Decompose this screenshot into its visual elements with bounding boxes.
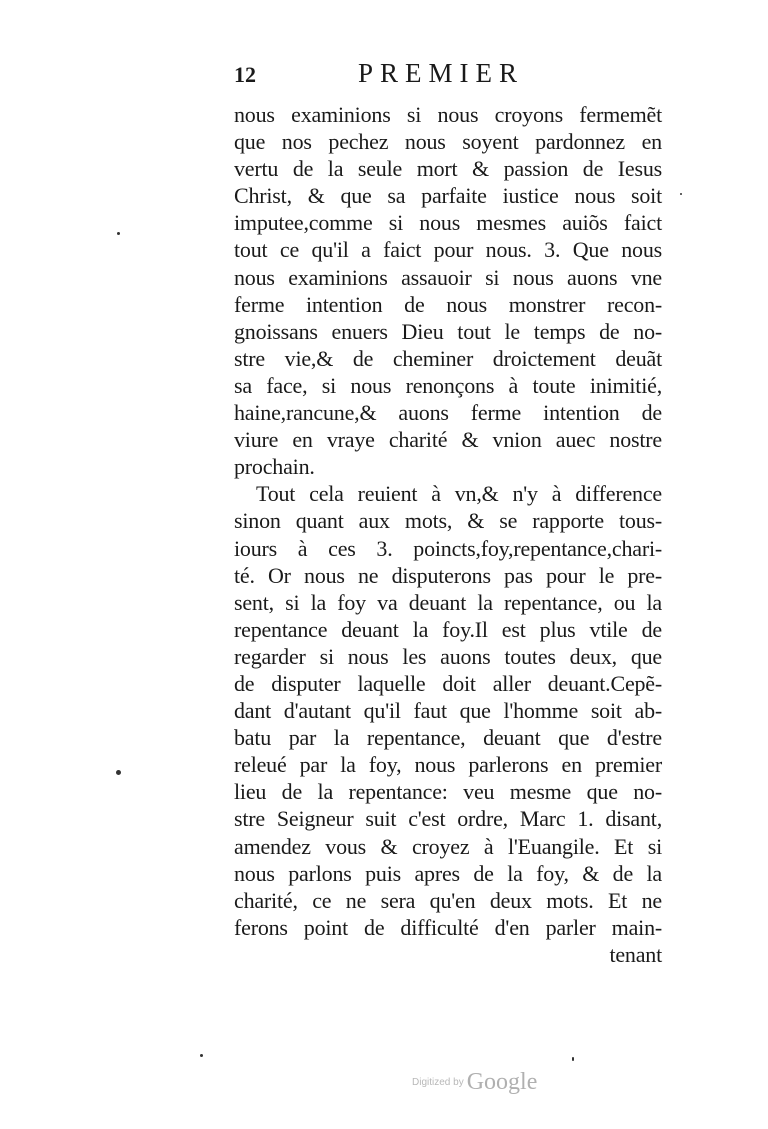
text-line: que nos pechez nous soyent pardonnez en [234, 129, 662, 155]
paragraph-start-line: Tout cela reuient à vn,& n'y à difference [256, 481, 662, 507]
text-line: imputee,comme si nous mesmes auiõs faict [234, 210, 662, 236]
text-line: sent, si la foy va deuant la repentance, ou la [234, 589, 662, 615]
text-line: dant d'autant qu'il faut que l'homme soit ab- [234, 698, 662, 724]
text-line: viure en vraye charité & vnion auec nostre [234, 427, 662, 453]
text-line: Christ, & que sa parfaite iustice nous soit [234, 183, 662, 209]
text-line: regarder si nous les auons toutes deux, que [234, 643, 662, 669]
google-logo: Google [466, 1069, 538, 1095]
digitized-by-text: Digitized by [412, 1077, 464, 1088]
text-line: releué par la foy, nous parlerons en premier [234, 752, 662, 778]
scan-speck [572, 1057, 574, 1061]
text-line: té. Or nous ne disputerons pas pour le pre- [234, 562, 662, 588]
running-head: PREMIER [358, 58, 525, 88]
text-line: batu par la repentance, deuant que d'estre [234, 725, 662, 751]
scan-speck [117, 232, 120, 235]
text-line: stre Seigneur suit c'est ordre, Marc 1. disant, [234, 806, 662, 832]
scan-speck [680, 193, 682, 195]
text-line: iours à ces 3. poincts,foy,repentance,chari- [234, 535, 662, 561]
text-line: prochain. [234, 454, 315, 480]
text-line: stre vie,& de cheminer droictement deuãt [234, 345, 662, 371]
text-line: vertu de la seule mort & passion de Iesus [234, 156, 662, 182]
scan-speck [200, 1054, 203, 1057]
text-line: ferme intention de nous monstrer recon- [234, 291, 662, 317]
text-line: lieu de la repentance: veu mesme que no- [234, 779, 662, 805]
text-line: amendez vous & croyez à l'Euangile. Et si [234, 833, 662, 859]
text-line: tout ce qu'il a faict pour nous. 3. Que nous [234, 237, 662, 263]
page-header [234, 58, 664, 92]
text-line: sinon quant aux mots, & se rapporte tous- [234, 508, 662, 534]
body-text [234, 101, 662, 968]
text-line: nous parlons puis apres de la foy, & de la [234, 860, 662, 886]
text-line: repentance deuant la foy.Il est plus vtile de [234, 616, 662, 642]
text-line: haine,rancune,& auons ferme intention de [234, 400, 662, 426]
scan-speck [116, 770, 121, 775]
text-line: gnoissans enuers Dieu tout le temps de no- [234, 318, 662, 344]
text-line: nous examinions si nous croyons fermemẽt [234, 102, 662, 127]
page-number: 12 [234, 62, 256, 87]
text-line: charité, ce ne sera qu'en deux mots. Et ne [234, 887, 662, 913]
text-line: de disputer laquelle doit aller deuant.Cepẽ- [234, 670, 662, 696]
text-line: ferons point de difficulté d'en parler main- [234, 914, 662, 940]
catchword: tenant [609, 941, 662, 967]
digitized-watermark [412, 1069, 537, 1096]
text-line: sa face, si nous renonçons à toute inimitié, [234, 372, 662, 398]
text-line: nous examinions assauoir si nous auons vne [234, 264, 662, 290]
